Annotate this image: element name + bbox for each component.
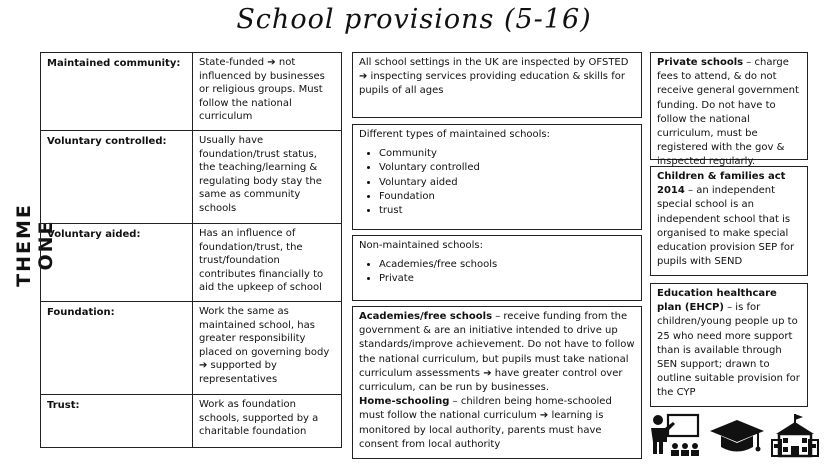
list-item: • Community: [379, 147, 635, 161]
table-row: [41, 53, 342, 131]
private-schools-text: – charge fees to attend, & do not receive general government funding. Do not have to follow the national curriculum, must be registered with the gov & inspected regularly.: [657, 57, 799, 168]
definition-cell: Has an influence of foundation/trust, the trust/foundation contributes financially to aid the upkeep of school: [193, 224, 342, 302]
definition-cell: Work as foundation schools, supported by a charitable foundation: [193, 395, 342, 448]
academies-text: – receive funding from the government & are an initiative intended to drive up standards/improve achievement. Do not have to follow the national curriculum, but pupils must take national curriculum assessments ➔ have greater control over curriculum, can be run by businesses.: [359, 311, 635, 394]
non-maintained-list: [359, 258, 635, 286]
maintained-heading: Different types of maintained schools:: [359, 129, 551, 140]
home-schooling-term: Home-schooling: [359, 396, 450, 408]
table-row: [41, 224, 342, 302]
list-item: • Voluntary aided: [379, 176, 635, 190]
definition-cell: State-funded ➔ not influenced by businesses or religious groups. Must follow the national curriculum: [193, 53, 342, 131]
school-building-icon: [770, 412, 820, 460]
list-item: • trust: [379, 204, 635, 218]
children-families-text: – an independent special school is an independent school that is organised to make special education provision SEP for pupils with SEND: [657, 185, 795, 268]
academies-paragraph: [359, 310, 635, 395]
theme-label: THEME ONE: [13, 203, 57, 287]
definition-cell: Work the same as maintained school, has greater responsibility placed on governing body ➔ supported by representatives: [193, 302, 342, 395]
list-item: • Private: [379, 272, 635, 286]
school-types-table: [40, 52, 342, 448]
ehcp-text: – is for children/young people up to 25 who need more support than is available through SEN support; drawn to outline suitable provision for the CYP: [657, 302, 800, 399]
children-families-term: Children & families act 2014: [657, 171, 786, 197]
non-maintained-schools-box: [352, 235, 642, 301]
table-row: [41, 302, 342, 395]
table-row: [41, 395, 342, 448]
definition-cell: Usually have foundation/trust status, the teaching/learning & regulating body stay the same as community schools: [193, 131, 342, 224]
term-cell: Voluntary aided:: [41, 224, 193, 302]
teacher-icon: [648, 412, 702, 460]
home-schooling-paragraph: [359, 395, 635, 452]
maintained-schools-box: [352, 124, 642, 230]
list-item: • Foundation: [379, 190, 635, 204]
home-schooling-text: – children being home-schooled must follow the national curriculum ➔ learning is monitored by local authority, parents must have consent from local authority: [359, 396, 612, 450]
page-title: School provisions (5-16): [236, 4, 592, 35]
term-cell: Trust:: [41, 395, 193, 448]
children-families-act-box: [650, 166, 808, 276]
maintained-list: [359, 147, 635, 218]
term-cell: Voluntary controlled:: [41, 131, 193, 224]
ofsted-box: [352, 52, 642, 118]
private-schools-term: Private schools: [657, 57, 744, 68]
term-cell: Foundation:: [41, 302, 193, 395]
list-item: • Voluntary controlled: [379, 161, 635, 175]
ehcp-term: Education healthcare plan (EHCP): [657, 288, 777, 314]
academies-term: Academies/free schools: [359, 311, 493, 322]
ehcp-box: [650, 283, 808, 407]
table-row: [41, 131, 342, 224]
list-item: • Academies/free schools: [379, 258, 635, 272]
term-cell: Maintained community:: [41, 53, 193, 131]
graduation-cap-icon: [708, 418, 766, 458]
academies-homeschooling-box: [352, 306, 642, 459]
non-maintained-heading: Non-maintained schools:: [359, 240, 484, 251]
private-schools-box: [650, 52, 808, 168]
ofsted-text: All school settings in the UK are inspected by OFSTED ➔ inspecting services providing education & skills for pupils of all ages: [359, 57, 629, 97]
